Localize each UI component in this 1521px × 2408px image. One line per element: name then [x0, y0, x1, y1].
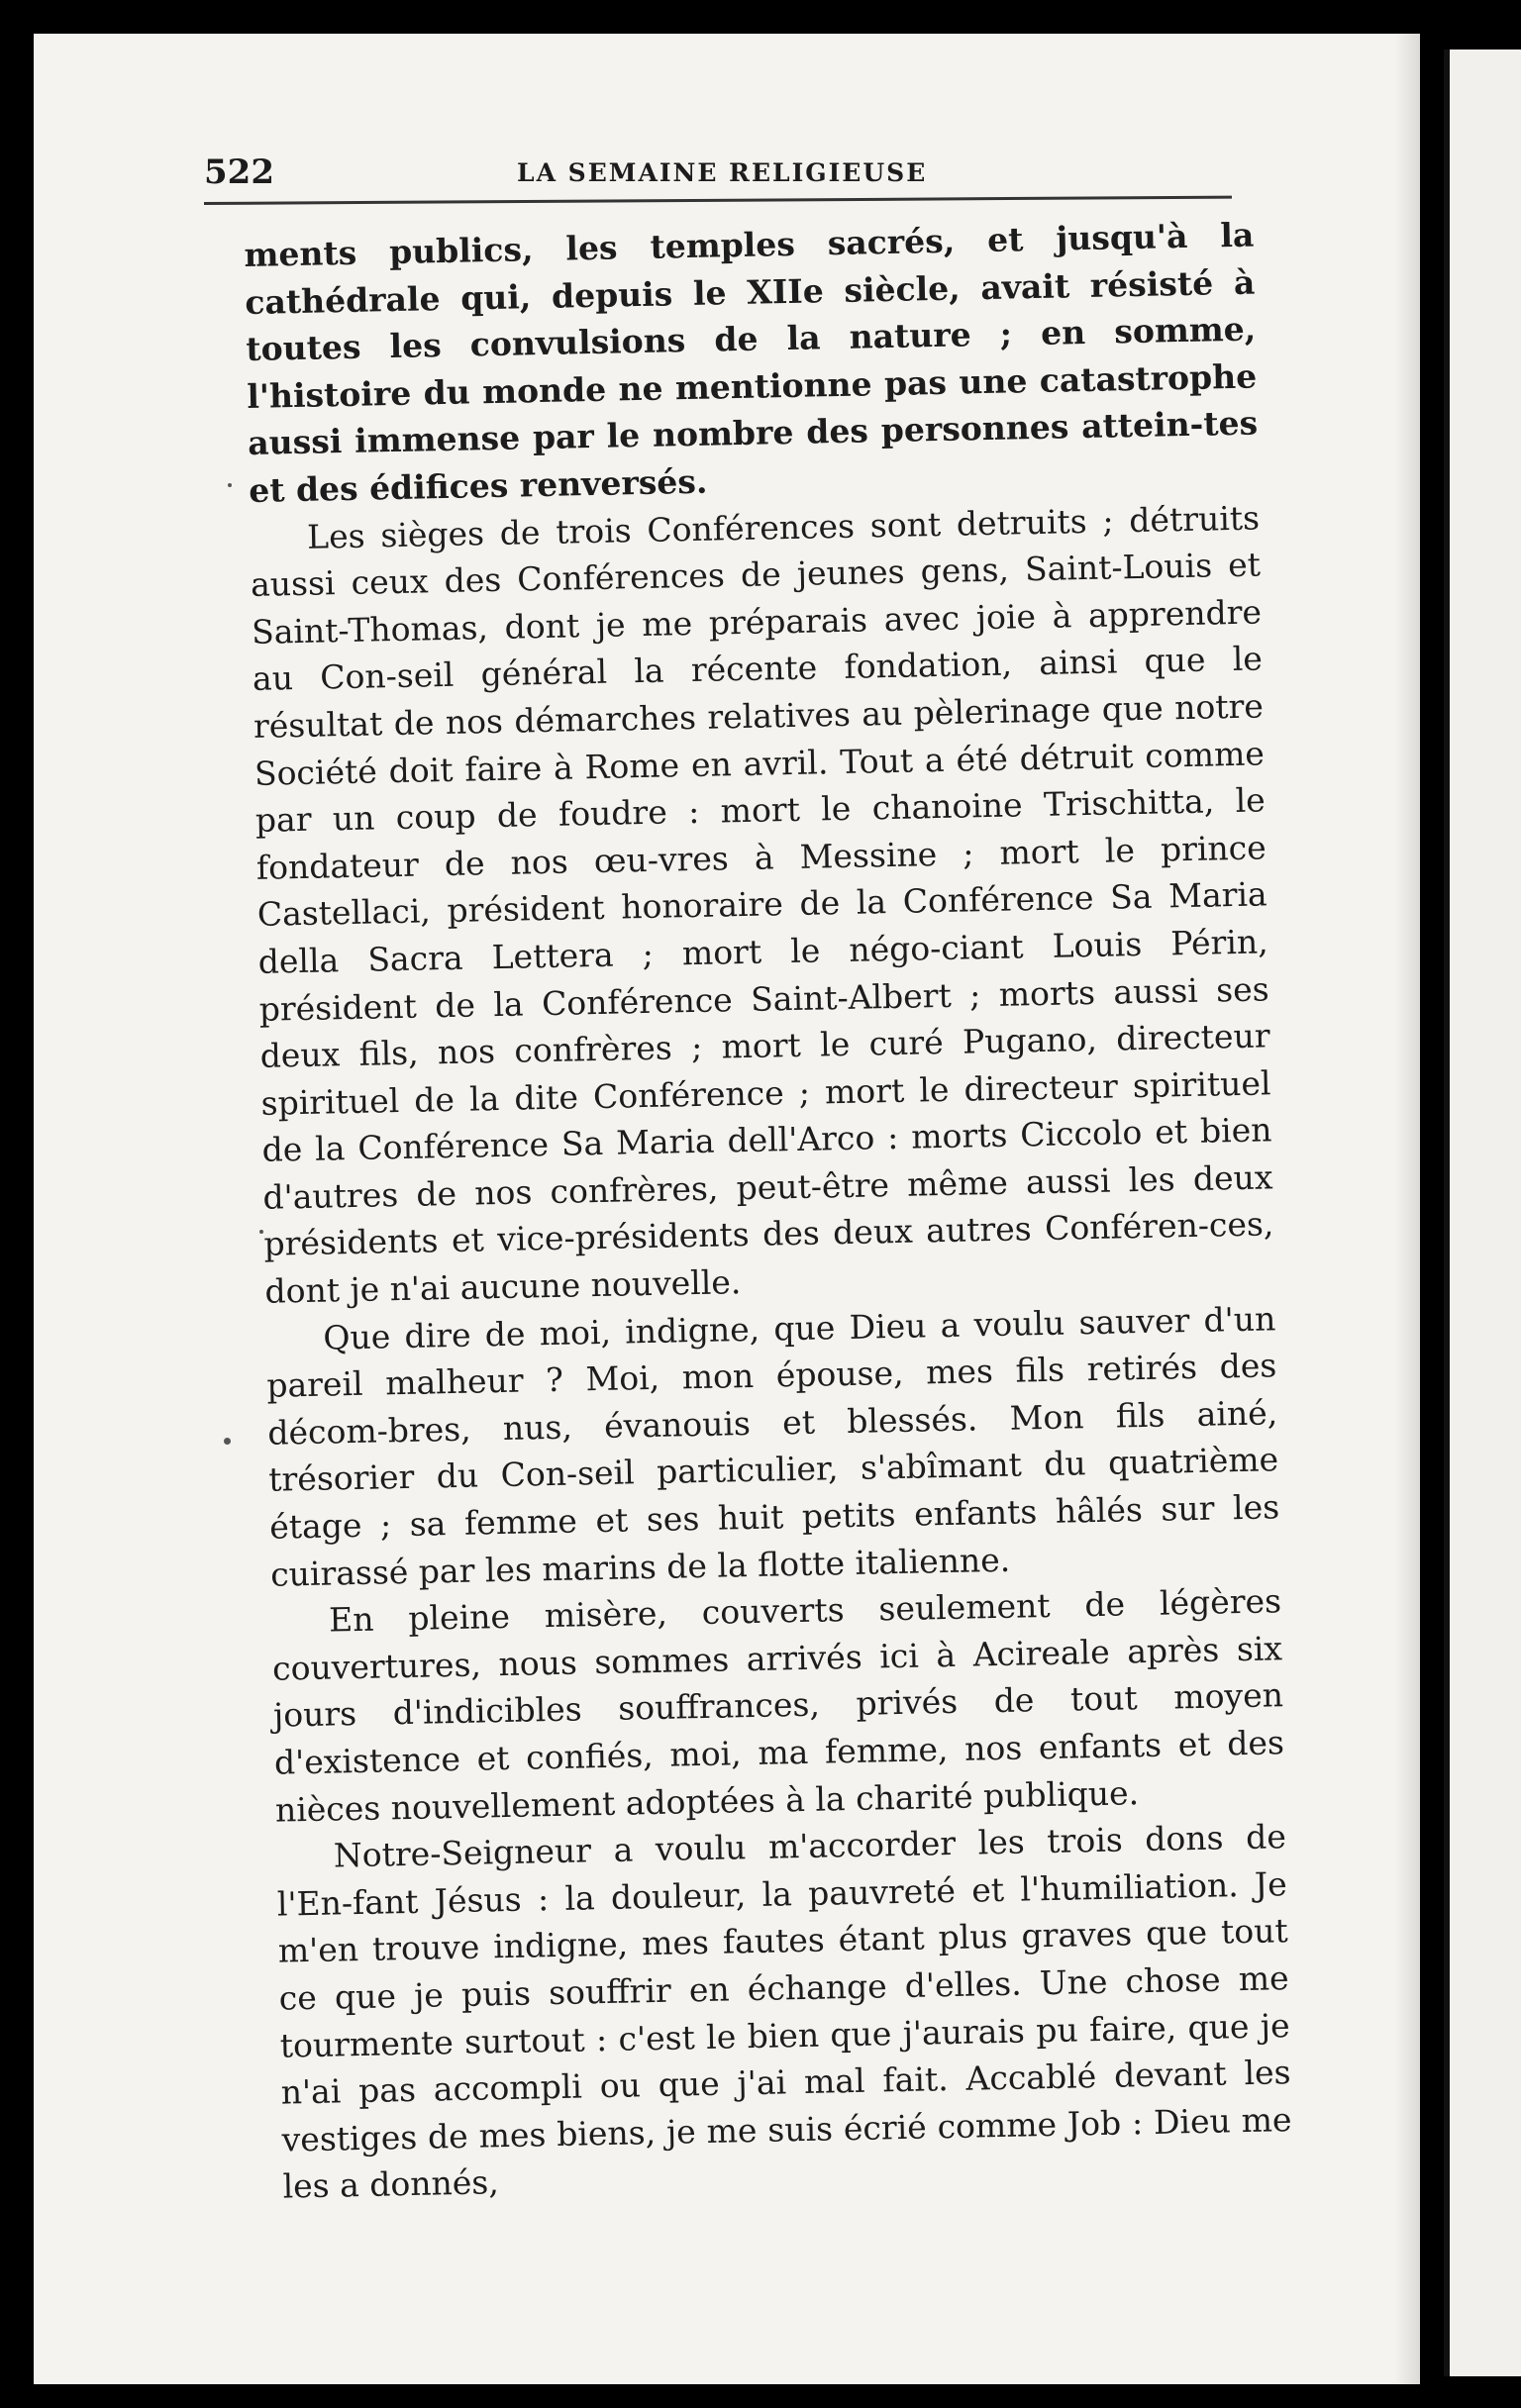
page-number: 522	[204, 152, 274, 192]
ink-speck	[224, 1438, 231, 1445]
running-head: LA SEMAINE RELIGIEUSE	[517, 158, 928, 187]
paragraph-1: ments publics, les temples sacrés, et jusqu'à la cathédrale qui, depuis le XIIe siècle, avait résisté à toutes les convulsions de la nature ; en somme, l'histoire du monde ne mentionne pas une catastrophe aussi immense par le nombre des personnes attein-tes et des édifices renversés.	[244, 215, 1259, 510]
paragraph-5: Notre-Seigneur a voulu m'accorder les trois dons de l'En-fant Jésus : la douleur, la pauvreté et l'humiliation. Je m'en trouve indigne, mes fautes étant plus graves que tout ce que je puis souffrir en échange d'elles. Une chose me tourmente surtout : c'est le bien que j'aurais pu faire, que je n'ai pas accompli ou que j'ai mal fait. Accablé devant les vestiges de mes biens, je me suis écrié comme Job : Dieu me les a donnés,	[276, 1817, 1292, 2206]
page-header	[204, 133, 1234, 192]
body-text	[244, 212, 1293, 2211]
adjacent-page-edge	[1444, 50, 1521, 2376]
ink-speck	[228, 483, 232, 487]
paragraph-4: En pleine misère, couverts seulement de légères couvertures, nous sommes arrivés ici à Acireale après six jours d'indicibles souffrances, privés de tout moyen d'existence et confiés, moi, ma femme, nos enfants et des nièces nouvellement adoptées à la charité publique.	[271, 1581, 1285, 1830]
paragraph-2: Les sièges de trois Conférences sont detruits ; détruits aussi ceux des Conférences de jeunes gens, Saint-Louis et Saint-Thomas, dont je me préparais avec joie à apprendre au Con-seil général la récente fondation, ainsi que le résultat de nos démarches relatives au pèlerinage que notre Société doit faire à Rome en avril. Tout a été détruit comme par un coup de foudre : mort le chanoine Trischitta, le fondateur de nos œu-vres à Messine ; mort le prince Castellaci, président honoraire de la Conférence Sa Maria della Sacra Lettera ; mort le négo-ciant Louis Périn, président de la Conférence Saint-Albert ; morts aussi ses deux fils, nos confrères ; mort le curé Pugano, directeur spirituel de la dite Conférence ; mort le directeur spirituel de la Conférence Sa Maria dell'Arco : morts Ciccolo et bien d'autres de nos confrères, peut-être même aussi les deux présidents et vice-présidents des deux autres Conféren-ces, dont je n'ai aucune nouvelle.	[250, 498, 1274, 1311]
paragraph-3: Que dire de moi, indigne, que Dieu a voulu sauver d'un pareil malheur ? Moi, mon épouse, mes fils retirés des décom-bres, nus, évanouis et blessés. Mon fils ainé, trésorier du Con-seil particulier, s'abîmant du quatrième étage ; sa femme et ses huit petits enfants hâlés sur les cuirassé par les marins de la flotte italienne.	[266, 1298, 1280, 1594]
